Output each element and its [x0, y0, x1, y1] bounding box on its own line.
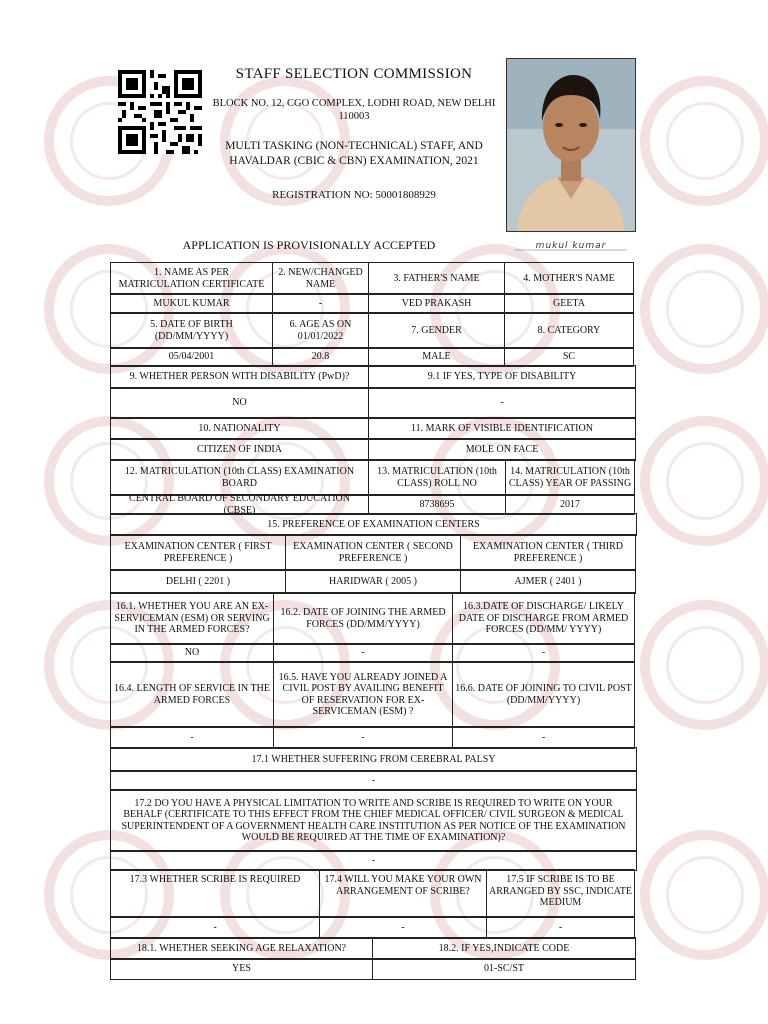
passing-year-label: 14. MATRICULATION (10th CLASS) YEAR OF PASSING — [505, 459, 635, 496]
table-row — [110, 958, 636, 979]
organization-name: STAFF SELECTION COMMISSION — [235, 66, 473, 82]
application-form — [110, 262, 636, 980]
gender-label: 7. GENDER — [368, 312, 505, 349]
table-row — [110, 513, 636, 535]
qr-code-icon — [118, 70, 202, 154]
table-row — [110, 293, 636, 313]
age-label: 6. AGE AS ON 01/01/2022 — [272, 312, 369, 349]
watermark-seal — [640, 416, 768, 546]
table-row — [110, 661, 636, 727]
candidate-signature — [506, 234, 636, 254]
scribe-required-value: - — [110, 916, 320, 939]
name-label: 1. NAME AS PER MATRICULATION CERTIFICATE — [110, 262, 273, 295]
center-third-value: AJMER ( 2401 ) — [460, 569, 636, 594]
watermark-seal — [640, 600, 768, 730]
age-relaxation-value: YES — [110, 958, 373, 980]
dob-value: 05/04/2001 — [110, 347, 273, 367]
category-label: 8. CATEGORY — [504, 312, 634, 349]
disability-type-label: 9.1 IF YES, TYPE OF DISABILITY — [368, 365, 636, 389]
discharge-date-label: 16.3.DATE OF DISCHARGE/ LIKELY DATE OF DISCHARGE FROM ARMED FORCES (DD/MM/ YYYY) — [452, 592, 635, 645]
changed-name-value: - — [272, 293, 369, 314]
nationality-label: 10. NATIONALITY — [110, 417, 369, 440]
document-header — [110, 60, 636, 232]
table-row — [110, 417, 636, 439]
father-name-value: VED PRAKASH — [368, 293, 505, 314]
scribe-required-label: 17.3 WHETHER SCRIBE IS REQUIRED — [110, 869, 320, 918]
civil-joining-label: 16.6. DATE OF JOINING TO CIVIL POST (DD/MM/YYYY) — [452, 661, 635, 728]
table-row — [110, 459, 636, 495]
scribe-limitation-label: 17.2 DO YOU HAVE A PHYSICAL LIMITATION TO WRITE AND SCRIBE IS REQUIRED TO WRITE ON YOUR BEHALF (CERTIFICATE TO THIS EFFECT FROM THE CHIEF MEDICAL OFFICER/ CIVIL SURGEON & MEDICAL SUPERINTENDENT OF A GOVERNMENT HEALTH CARE INSTITUTION AS PER NOTICE OF THE EXAMINATION WOULD BE REQUIRED AT THE TIME OF EXAMINATION)? — [110, 789, 637, 852]
board-label: 12. MATRICULATION (10th CLASS) EXAMINATION BOARD — [110, 459, 369, 496]
age-value: 20.8 — [272, 347, 369, 367]
table-row — [110, 869, 636, 917]
board-value: CENTRAL BOARD OF SECONDARY EDUCATION (CBSE) — [110, 494, 369, 515]
registration-number: REGISTRATION NO: 50001808929 — [272, 189, 436, 201]
watermark-seal — [640, 244, 768, 374]
center-third-label: EXAMINATION CENTER ( THIRD PREFERENCE ) — [460, 534, 636, 571]
service-length-label: 16.4. LENGTH OF SERVICE IN THE ARMED FORCES — [110, 661, 274, 728]
roll-number-label: 13. MATRICULATION (10th CLASS) ROLL NO — [368, 459, 506, 496]
table-row — [110, 262, 636, 294]
scribe-limitation-value: - — [110, 850, 637, 871]
dob-label: 5. DATE OF BIRTH (DD/MM/YYYY) — [110, 312, 273, 349]
name-value: MUKUL KUMAR — [110, 293, 273, 314]
table-row — [110, 592, 636, 644]
father-name-label: 3. FATHER'S NAME — [368, 262, 505, 295]
signature-text: mukul kumar — [535, 241, 607, 251]
table-row — [110, 347, 636, 366]
civil-post-value: - — [273, 726, 453, 749]
table-row — [110, 494, 636, 514]
armed-joining-label: 16.2. DATE OF JOINING THE ARMED FORCES (DD/MM/YYYY) — [273, 592, 453, 645]
organization-address: BLOCK NO. 12, CGO COMPLEX, LODHI ROAD, NEW DELHI 110003 — [212, 98, 496, 122]
scribe-medium-label: 17.5 IF SCRIBE IS TO BE ARRANGED BY SSC, INDICATE MEDIUM — [486, 869, 635, 918]
mother-name-label: 4. MOTHER'S NAME — [504, 262, 634, 295]
identification-value: MOLE ON FACE — [368, 438, 636, 461]
table-row — [110, 770, 636, 790]
signature-image — [507, 234, 635, 254]
identification-label: 11. MARK OF VISIBLE IDENTIFICATION — [368, 417, 636, 440]
candidate-photo — [506, 58, 636, 232]
mother-name-value: GEETA — [504, 293, 634, 314]
cerebral-palsy-label: 17.1 WHETHER SUFFERING FROM CEREBRAL PALSY — [110, 747, 637, 772]
center-first-label: EXAMINATION CENTER ( FIRST PREFERENCE ) — [110, 534, 286, 571]
esm-label: 16.1. WHETHER YOU ARE AN EX-SERVICEMAN (ESM) OR SERVING IN THE ARMED FORCES? — [110, 592, 274, 645]
table-row — [110, 789, 636, 851]
watermark-seal — [640, 830, 768, 960]
esm-value: NO — [110, 643, 274, 663]
armed-joining-value: - — [273, 643, 453, 663]
table-row — [110, 365, 636, 388]
scribe-medium-value: - — [486, 916, 635, 939]
age-relaxation-label: 18.1. WHETHER SEEKING AGE RELAXATION? — [110, 937, 373, 960]
discharge-date-value: - — [452, 643, 635, 663]
civil-post-label: 16.5. HAVE YOU ALREADY JOINED A CIVIL POST BY AVAILING BENEFIT OF RESERVATION FOR EX-SERVICEMAN (ESM) ? — [273, 661, 453, 728]
table-row — [110, 438, 636, 460]
table-row — [110, 850, 636, 870]
watermark-seal — [640, 76, 768, 206]
table-row — [110, 916, 636, 938]
center-second-label: EXAMINATION CENTER ( SECOND PREFERENCE ) — [285, 534, 461, 571]
table-row — [110, 937, 636, 959]
header-text — [206, 66, 502, 201]
pwd-label: 9. WHETHER PERSON WITH DISABILITY (PwD)? — [110, 365, 369, 389]
gender-value: MALE — [368, 347, 505, 367]
centers-label: 15. PREFERENCE OF EXAMINATION CENTERS — [110, 513, 637, 536]
table-row — [110, 569, 636, 593]
candidate-photo-image — [507, 59, 635, 231]
table-row — [110, 312, 636, 348]
table-row — [110, 726, 636, 748]
service-length-value: - — [110, 726, 274, 749]
table-row — [110, 534, 636, 570]
application-status: APPLICATION IS PROVISIONALLY ACCEPTED — [182, 238, 436, 252]
own-scribe-label: 17.4 WILL YOU MAKE YOUR OWN ARRANGEMENT OF SCRIBE? — [319, 869, 487, 918]
passing-year-value: 2017 — [505, 494, 635, 515]
relaxation-code-label: 18.2. IF YES,INDICATE CODE — [372, 937, 636, 960]
table-row — [110, 643, 636, 662]
category-value: SC — [504, 347, 634, 367]
disability-type-value: - — [368, 387, 636, 419]
roll-number-value: 8738695 — [368, 494, 506, 515]
table-row — [110, 387, 636, 418]
civil-joining-value: - — [452, 726, 635, 749]
table-row — [110, 747, 636, 771]
own-scribe-value: - — [319, 916, 487, 939]
pwd-value: NO — [110, 387, 369, 419]
center-second-value: HARIDWAR ( 2005 ) — [285, 569, 461, 594]
changed-name-label: 2. NEW/CHANGED NAME — [272, 262, 369, 295]
relaxation-code-value: 01-SC/ST — [372, 958, 636, 980]
exam-name: MULTI TASKING (NON-TECHNICAL) STAFF, AND HAVALDAR (CBIC & CBN) EXAMINATION, 2021 — [225, 140, 483, 167]
center-first-value: DELHI ( 2201 ) — [110, 569, 286, 594]
nationality-value: CITIZEN OF INDIA — [110, 438, 369, 461]
cerebral-palsy-value: - — [110, 770, 637, 791]
